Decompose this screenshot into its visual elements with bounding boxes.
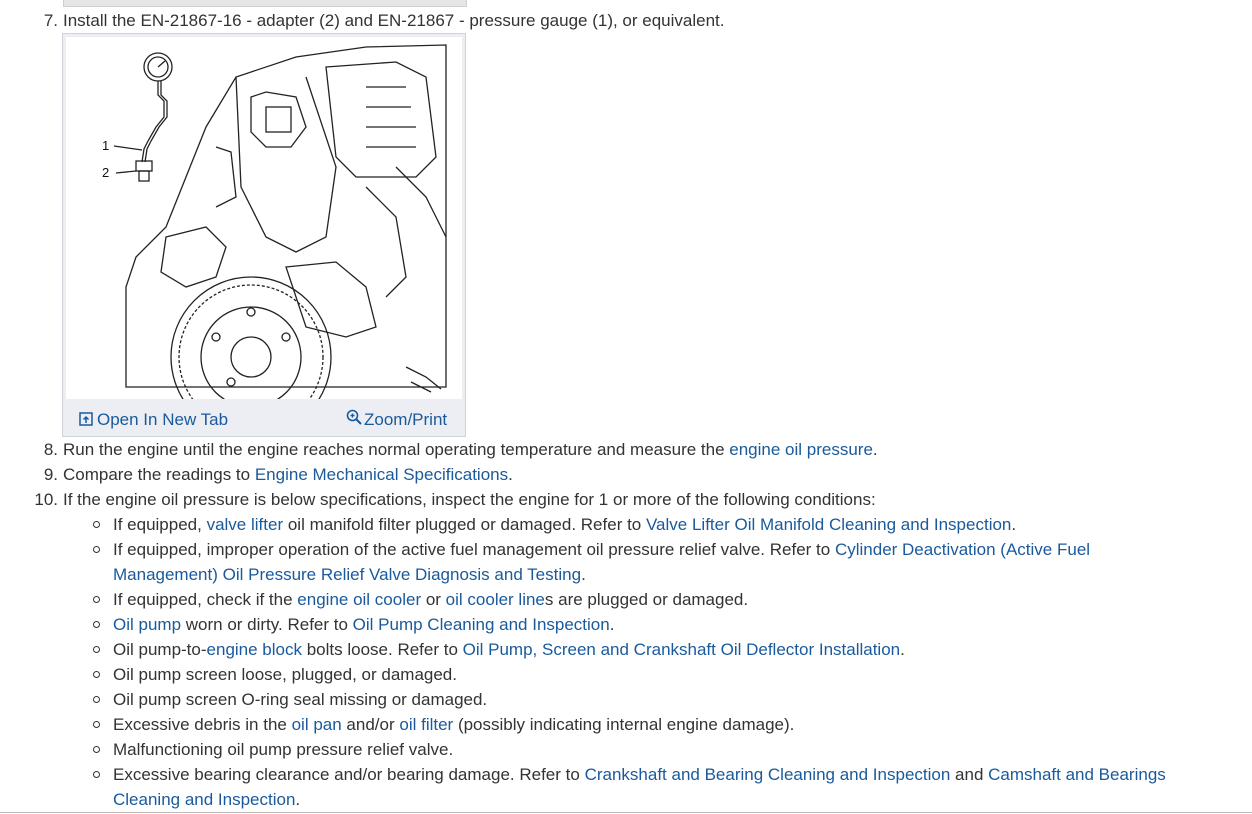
- condition-text: Excessive bearing clearance and/or bearing damage. Refer to: [113, 765, 585, 784]
- cylinder-deactivation-link[interactable]: Cylinder Deactivation (Active Fuel: [834, 540, 1091, 559]
- step-text: Install the EN-21867-16 - adapter (2) and EN-21867 - pressure gauge (1), or equivalent.: [63, 11, 725, 30]
- zoom-print-label: Zoom/Print: [364, 410, 448, 429]
- condition-text: s are plugged or damaged.: [544, 590, 749, 609]
- step-text: If the engine oil pressure is below specifications, inspect the engine for 1 or more of the following conditions:: [63, 490, 876, 509]
- cylinder-deactivation-link-continued[interactable]: Management) Oil Pressure Relief Valve Diagnosis and Testing: [113, 565, 582, 584]
- condition-text: If equipped,: [113, 515, 207, 534]
- condition-text: Malfunctioning oil pump pressure relief valve.: [113, 740, 454, 759]
- step-number: 8.: [43, 440, 58, 459]
- engine-block-link[interactable]: engine block: [206, 640, 302, 659]
- condition-item: [113, 687, 487, 712]
- step-text: Compare the readings to: [63, 465, 255, 484]
- condition-text: oil manifold filter plugged or damaged. Refer to: [283, 515, 646, 534]
- zoom-magnifier-icon: [346, 409, 362, 425]
- figure-action-bar: [63, 406, 465, 434]
- condition-item: [113, 762, 1166, 787]
- condition-item: [113, 737, 453, 762]
- step-7-text: [63, 8, 725, 33]
- condition-text: and/or: [341, 715, 400, 734]
- previous-figure-frame: [63, 0, 467, 7]
- punctuation: .: [1011, 515, 1017, 534]
- condition-continuation: [113, 787, 300, 812]
- camshaft-bearings-link[interactable]: Camshaft and Bearings: [988, 765, 1166, 784]
- condition-item: [113, 612, 614, 637]
- condition-text: If equipped, check if the: [113, 590, 298, 609]
- engine-figure: [62, 33, 466, 437]
- engine-oil-pressure-gauge-illustration: [66, 37, 462, 399]
- engine-oil-cooler-link[interactable]: engine oil cooler: [297, 590, 422, 609]
- condition-item: [113, 537, 1090, 562]
- oil-pan-link[interactable]: oil pan: [291, 715, 342, 734]
- engine-mechanical-specifications-link[interactable]: Engine Mechanical Specifications: [254, 465, 509, 484]
- condition-item: [113, 637, 905, 662]
- callout-2: 2: [102, 165, 110, 180]
- step-10-text: [63, 487, 876, 512]
- condition-item: [113, 587, 748, 612]
- punctuation: .: [609, 615, 615, 634]
- step-number: 7.: [43, 11, 58, 30]
- bottom-divider: [0, 812, 1252, 813]
- oil-pump-link[interactable]: Oil pump: [113, 615, 182, 634]
- crankshaft-bearing-cleaning-link[interactable]: Crankshaft and Bearing Cleaning and Inspection: [584, 765, 951, 784]
- condition-item: [113, 662, 457, 687]
- oil-filter-link[interactable]: oil filter: [399, 715, 454, 734]
- punctuation: .: [508, 465, 513, 484]
- camshaft-bearings-link-continued[interactable]: Cleaning and Inspection: [113, 790, 296, 809]
- condition-text: Oil pump-to-: [113, 640, 207, 659]
- condition-text: If equipped, improper operation of the active fuel management oil pressure relief valve. Refer to: [113, 540, 835, 559]
- valve-lifter-oil-manifold-cleaning-link[interactable]: Valve Lifter Oil Manifold Cleaning and Inspection: [645, 515, 1012, 534]
- step-9-text: [63, 462, 513, 487]
- open-in-new-tab-button[interactable]: [79, 408, 228, 432]
- step-8-text: [63, 437, 878, 462]
- oil-pump-cleaning-link[interactable]: Oil Pump Cleaning and Inspection: [352, 615, 610, 634]
- punctuation: .: [295, 790, 301, 809]
- condition-text: bolts loose. Refer to: [302, 640, 463, 659]
- step-number: 10.: [34, 490, 58, 509]
- open-in-new-tab-label: Open In New Tab: [97, 410, 229, 429]
- condition-text: Oil pump screen loose, plugged, or damaged.: [113, 665, 457, 684]
- punctuation: .: [581, 565, 586, 584]
- oil-cooler-line-link[interactable]: oil cooler line: [445, 590, 545, 609]
- condition-item: [113, 712, 794, 737]
- callout-1: 1: [102, 138, 110, 153]
- oil-pump-screen-installation-link[interactable]: Oil Pump, Screen and Crankshaft Oil Deflector Installation: [462, 640, 901, 659]
- condition-text: worn or dirty. Refer to: [181, 615, 353, 634]
- punctuation: .: [900, 640, 905, 659]
- condition-item: [113, 512, 1016, 537]
- step-text: Run the engine until the engine reaches normal operating temperature and measure the: [63, 440, 730, 459]
- zoom-print-button[interactable]: [346, 408, 447, 432]
- step-number: 9.: [43, 465, 58, 484]
- condition-text: (possibly indicating internal engine damage).: [453, 715, 795, 734]
- punctuation: .: [872, 440, 878, 459]
- condition-continuation: [113, 562, 586, 587]
- valve-lifter-link[interactable]: valve lifter: [206, 515, 284, 534]
- condition-text: and: [950, 765, 989, 784]
- condition-text: or: [421, 590, 446, 609]
- engine-oil-pressure-link[interactable]: engine oil pressure: [729, 440, 873, 459]
- open-new-tab-icon: [79, 412, 93, 426]
- condition-text: Oil pump screen O-ring seal missing or damaged.: [113, 690, 488, 709]
- condition-text: Excessive debris in the: [113, 715, 292, 734]
